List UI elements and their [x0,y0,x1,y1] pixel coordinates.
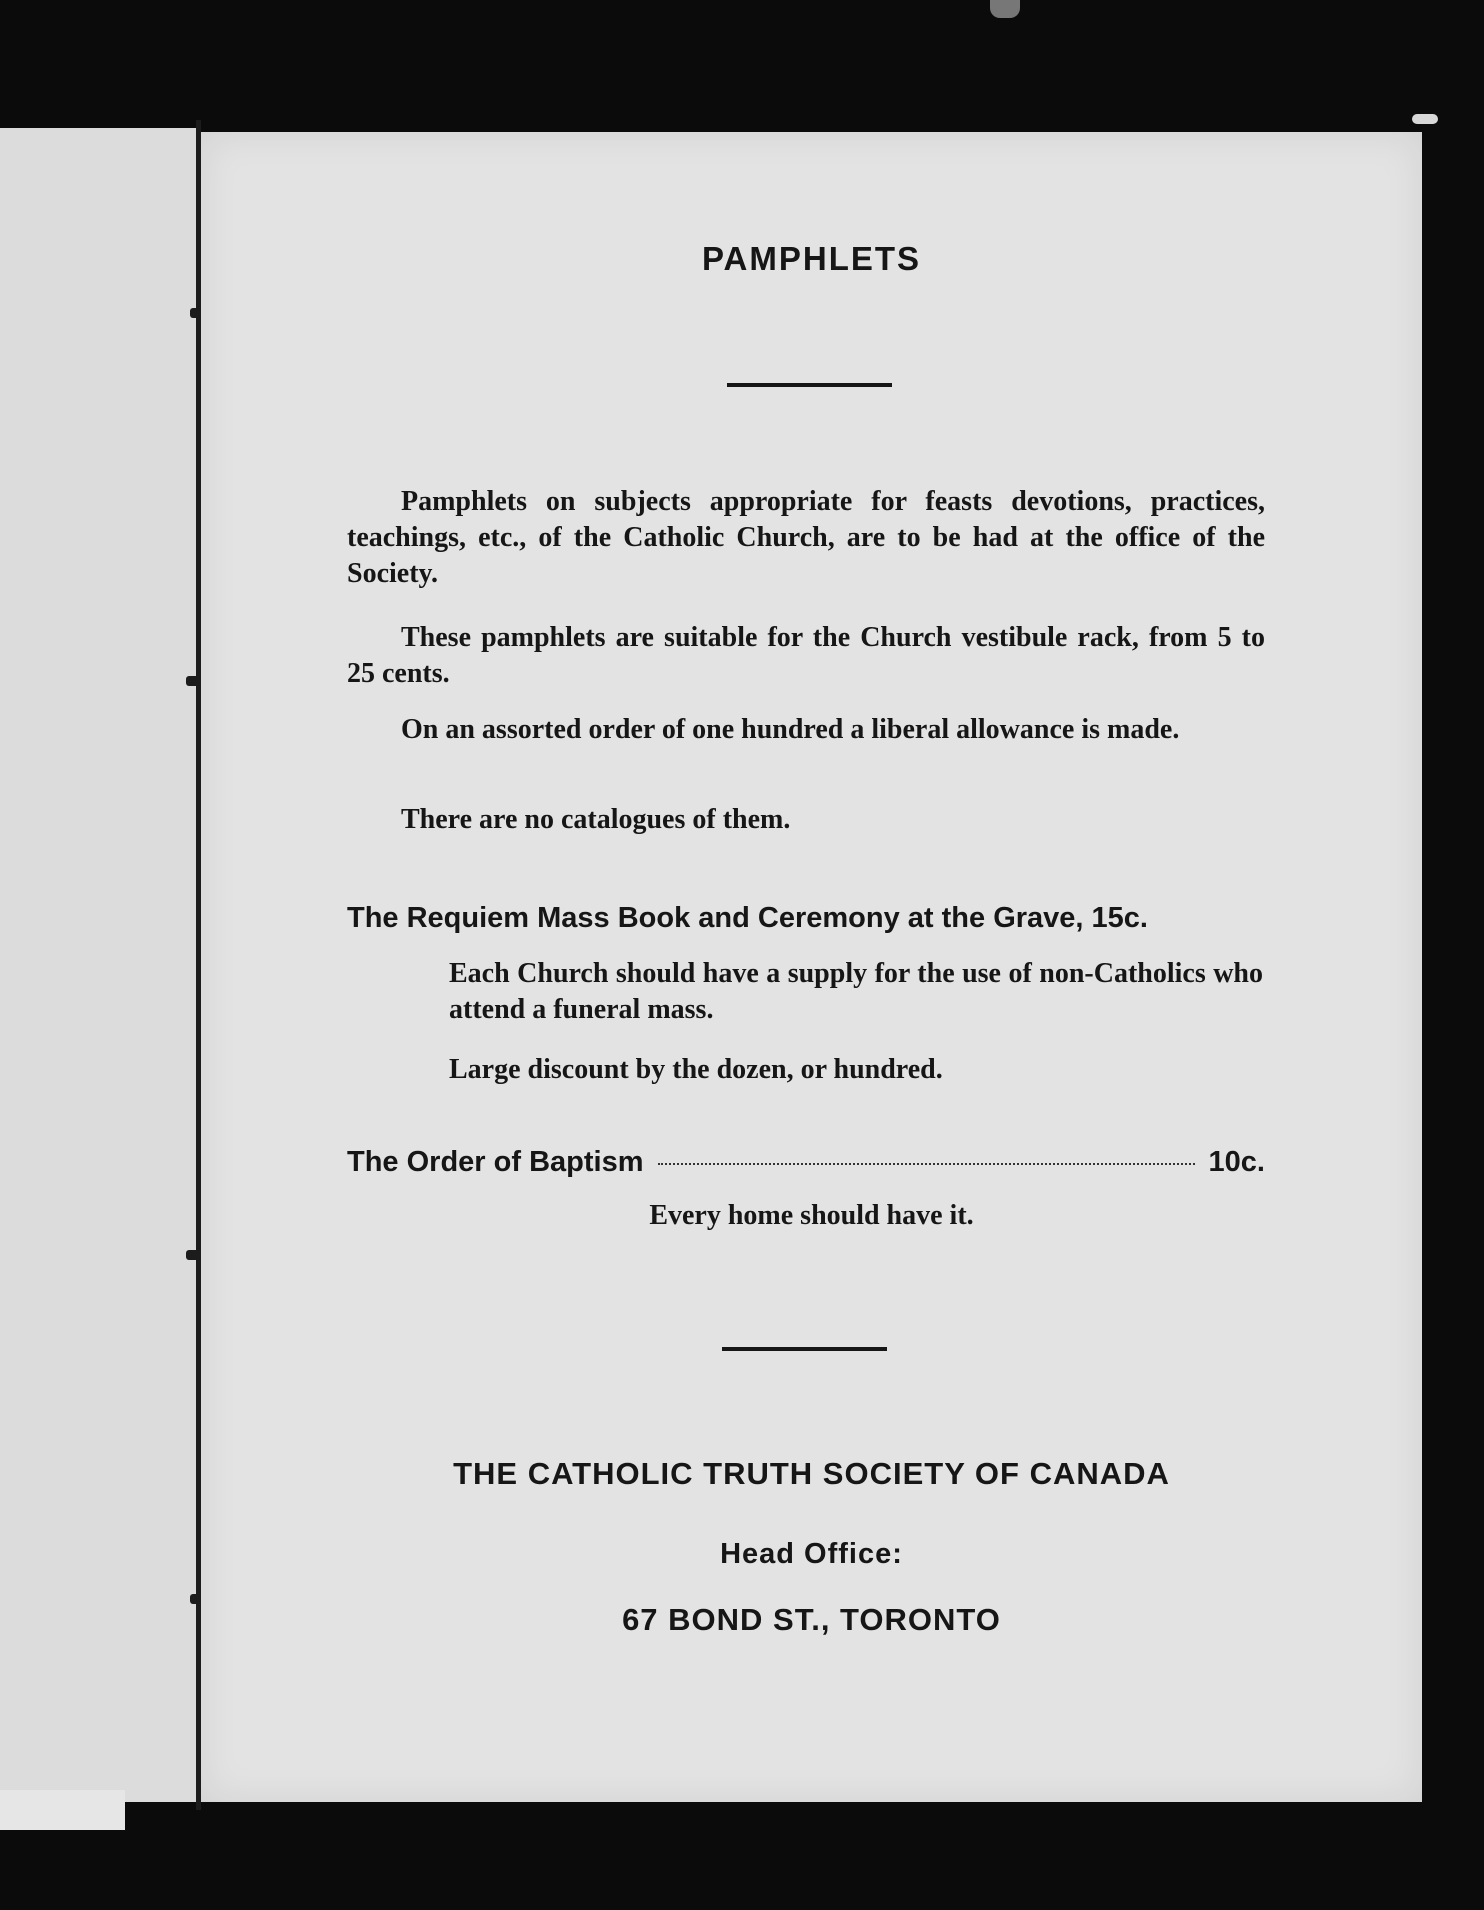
binding-mark [186,676,200,686]
facing-page-edge [0,128,200,1802]
baptism-title: The Order of Baptism [347,1146,644,1178]
paragraph: These pamphlets are suitable for the Church vestibule rack, from 5 to 25 cents. [347,622,1265,689]
baptism-note: Every home should have it. [649,1200,974,1231]
page-title: PAMPHLETS [701,240,922,277]
divider-rule [722,1347,887,1351]
paragraph: On an assorted order of one hundred a liberal allowance is made. [401,714,1180,745]
society-name: THE CATHOLIC TRUTH SOCIETY OF CANADA [453,1456,1170,1491]
baptism-price: 10c. [1208,1146,1265,1178]
requiem-note: Each Church should have a supply for the use of non-Catholics who attend a funeral mass. [449,958,1263,1025]
binding-mark [186,1250,200,1260]
divider-rule [727,383,892,387]
dot-leader [658,1163,1195,1165]
paragraph: There are no catalogues of them. [401,804,791,835]
head-office-label: Head Office: [720,1538,903,1570]
scan-artifact [1412,114,1438,124]
paragraph: Pamphlets on subjects appropriate for feasts devotions, practices, teachings, etc., of the Catholic Church, are to be had at the office of the Society. [347,486,1265,589]
facing-page-tab [0,1790,125,1830]
requiem-note: Large discount by the dozen, or hundred. [449,1054,943,1085]
society-address: 67 BOND ST., TORONTO [622,1602,1001,1637]
requiem-heading: The Requiem Mass Book and Ceremony at the Grave, 15c. [347,902,1148,934]
document-page [201,132,1422,1802]
scan-artifact [990,0,1020,18]
baptism-entry [347,1146,1265,1186]
